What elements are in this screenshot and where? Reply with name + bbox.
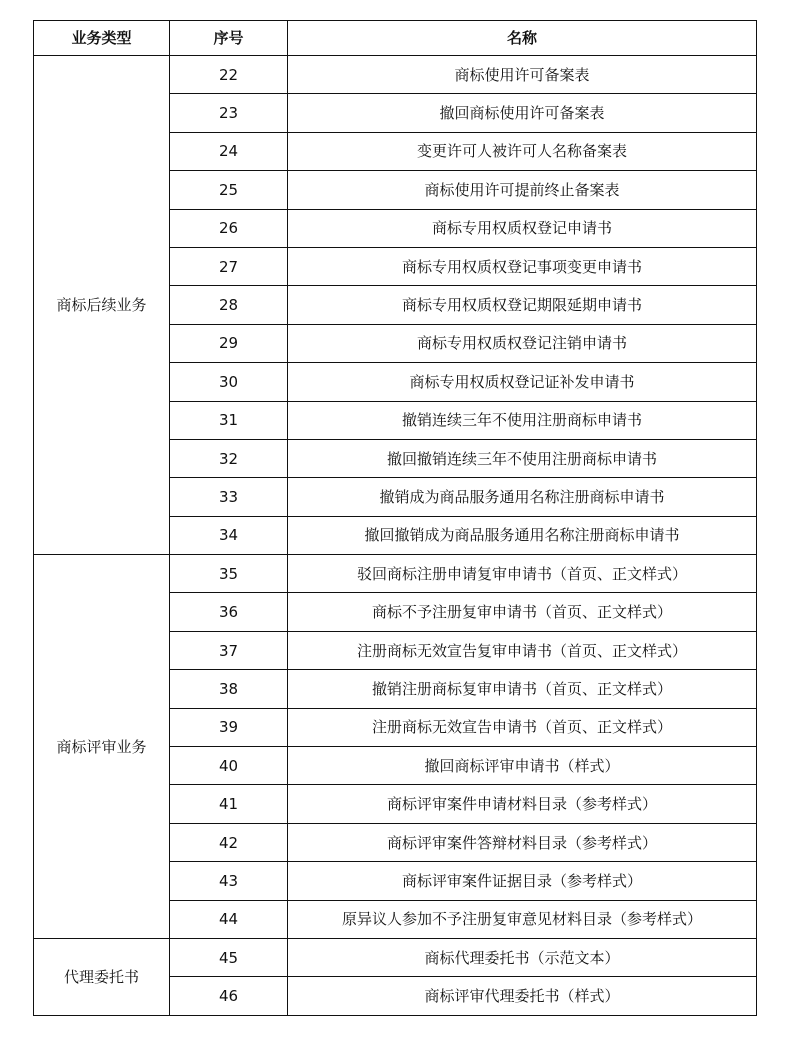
form-name-cell: 商标评审案件申请材料目录（参考样式） bbox=[288, 785, 757, 823]
serial-number-cell: 26 bbox=[170, 209, 288, 247]
form-list-table bbox=[33, 20, 757, 1016]
form-name-cell: 撤回商标评审申请书（样式） bbox=[288, 747, 757, 785]
serial-number-cell: 46 bbox=[170, 977, 288, 1015]
serial-number-cell: 29 bbox=[170, 324, 288, 362]
serial-number-cell: 24 bbox=[170, 132, 288, 170]
serial-number-cell: 41 bbox=[170, 785, 288, 823]
form-name-cell: 商标专用权质权登记申请书 bbox=[288, 209, 757, 247]
form-name-cell: 撤回撤销连续三年不使用注册商标申请书 bbox=[288, 439, 757, 477]
form-name-cell: 商标代理委托书（示范文本） bbox=[288, 938, 757, 976]
serial-number-cell: 22 bbox=[170, 56, 288, 94]
header-business-type: 业务类型 bbox=[34, 21, 170, 56]
form-name-cell: 撤回撤销成为商品服务通用名称注册商标申请书 bbox=[288, 516, 757, 554]
form-name-cell: 撤销成为商品服务通用名称注册商标申请书 bbox=[288, 478, 757, 516]
serial-number-cell: 30 bbox=[170, 363, 288, 401]
table-row bbox=[34, 938, 757, 976]
serial-number-cell: 27 bbox=[170, 247, 288, 285]
form-name-cell: 撤销连续三年不使用注册商标申请书 bbox=[288, 401, 757, 439]
form-name-cell: 驳回商标注册申请复审申请书（首页、正文样式） bbox=[288, 555, 757, 593]
form-name-cell: 原异议人参加不予注册复审意见材料目录（参考样式） bbox=[288, 900, 757, 938]
form-name-cell: 商标使用许可备案表 bbox=[288, 56, 757, 94]
form-name-cell: 注册商标无效宣告申请书（首页、正文样式） bbox=[288, 708, 757, 746]
serial-number-cell: 31 bbox=[170, 401, 288, 439]
form-name-cell: 撤回商标使用许可备案表 bbox=[288, 94, 757, 132]
serial-number-cell: 38 bbox=[170, 670, 288, 708]
form-name-cell: 商标使用许可提前终止备案表 bbox=[288, 171, 757, 209]
header-name: 名称 bbox=[288, 21, 757, 56]
table-header-row bbox=[34, 21, 757, 56]
serial-number-cell: 25 bbox=[170, 171, 288, 209]
table-row bbox=[34, 555, 757, 593]
table-body bbox=[34, 56, 757, 1016]
business-type-cell: 商标评审业务 bbox=[34, 555, 170, 939]
form-name-cell: 撤销注册商标复审申请书（首页、正文样式） bbox=[288, 670, 757, 708]
serial-number-cell: 45 bbox=[170, 938, 288, 976]
serial-number-cell: 43 bbox=[170, 862, 288, 900]
form-name-cell: 商标专用权质权登记事项变更申请书 bbox=[288, 247, 757, 285]
form-name-cell: 注册商标无效宣告复审申请书（首页、正文样式） bbox=[288, 631, 757, 669]
serial-number-cell: 40 bbox=[170, 747, 288, 785]
form-name-cell: 商标评审代理委托书（样式） bbox=[288, 977, 757, 1015]
form-name-cell: 商标专用权质权登记注销申请书 bbox=[288, 324, 757, 362]
form-name-cell: 商标专用权质权登记期限延期申请书 bbox=[288, 286, 757, 324]
serial-number-cell: 42 bbox=[170, 823, 288, 861]
form-name-cell: 变更许可人被许可人名称备案表 bbox=[288, 132, 757, 170]
serial-number-cell: 39 bbox=[170, 708, 288, 746]
form-name-cell: 商标评审案件证据目录（参考样式） bbox=[288, 862, 757, 900]
serial-number-cell: 23 bbox=[170, 94, 288, 132]
serial-number-cell: 44 bbox=[170, 900, 288, 938]
serial-number-cell: 33 bbox=[170, 478, 288, 516]
form-name-cell: 商标专用权质权登记证补发申请书 bbox=[288, 363, 757, 401]
header-serial-number: 序号 bbox=[170, 21, 288, 56]
serial-number-cell: 28 bbox=[170, 286, 288, 324]
serial-number-cell: 36 bbox=[170, 593, 288, 631]
form-name-cell: 商标评审案件答辩材料目录（参考样式） bbox=[288, 823, 757, 861]
business-type-cell: 商标后续业务 bbox=[34, 56, 170, 555]
serial-number-cell: 35 bbox=[170, 555, 288, 593]
serial-number-cell: 37 bbox=[170, 631, 288, 669]
table-row bbox=[34, 56, 757, 94]
serial-number-cell: 34 bbox=[170, 516, 288, 554]
form-name-cell: 商标不予注册复审申请书（首页、正文样式） bbox=[288, 593, 757, 631]
business-type-cell: 代理委托书 bbox=[34, 938, 170, 1015]
serial-number-cell: 32 bbox=[170, 439, 288, 477]
